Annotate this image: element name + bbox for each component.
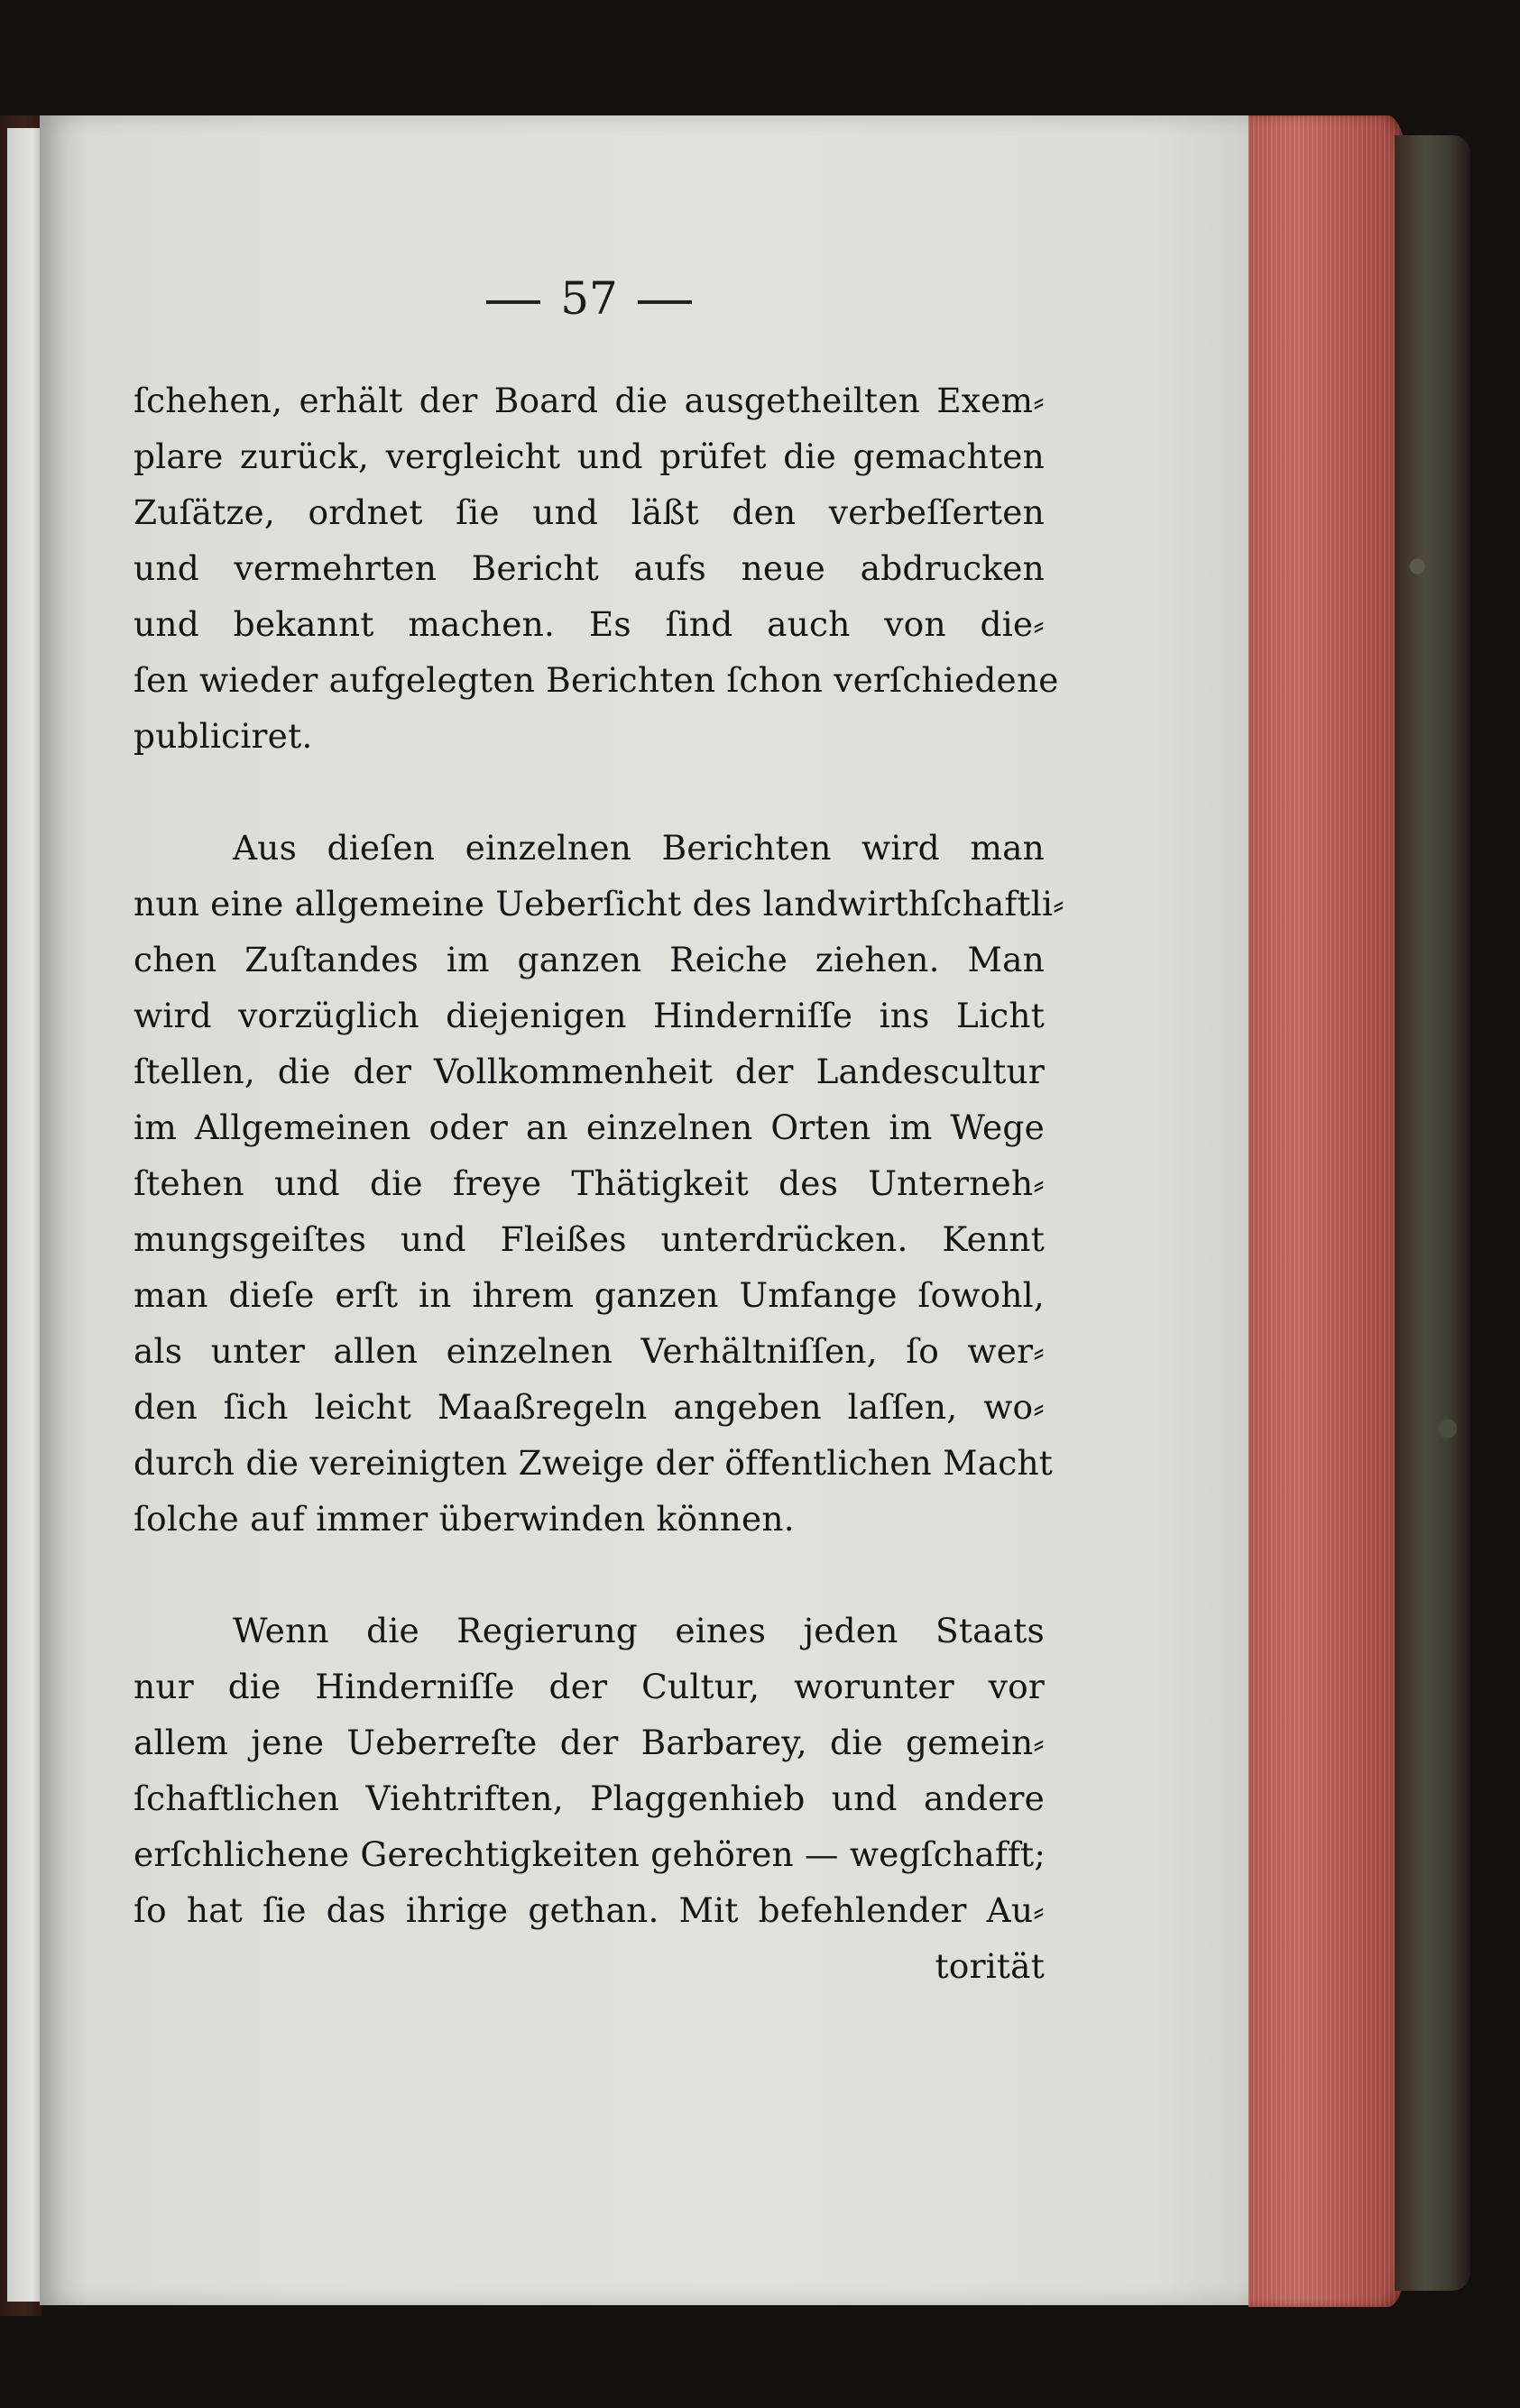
- text-line: ſolche auf immer überwinden können.: [134, 1499, 795, 1539]
- text-line: erſchlichene Gerechtigkeiten gehören — wegſchafft;: [134, 1834, 1046, 1874]
- text-line: als unter allen einzelnen Verhältniſſen, ſo wer⸗: [134, 1331, 1045, 1371]
- text-line: durch die vereinigten Zweige der öffentlichen Macht: [134, 1443, 1054, 1483]
- text-line: mungsgeiſtes und Fleißes unterdrücken. Kennt: [134, 1219, 1045, 1259]
- text-line: und vermehrten Bericht aufs neue abdrucken: [134, 548, 1045, 588]
- text-line: ſtehen und die freye Thätigkeit des Unterneh⸗: [134, 1163, 1045, 1203]
- text-line: ſchehen, erhält der Board die ausgetheilten Exem⸗: [134, 381, 1045, 420]
- red-page-edges: [1248, 115, 1407, 2307]
- page-number-header: [134, 267, 1045, 330]
- left-page-edge: [7, 128, 43, 2302]
- catchword: torität: [935, 1946, 1045, 1986]
- page-number: 57: [560, 272, 618, 325]
- text-line: nur die Hinderniſſe der Cultur, worunter vor: [134, 1667, 1045, 1706]
- text-line: plare zurück, vergleicht und prüfet die gemachten: [134, 437, 1045, 476]
- text-line: chen Zuſtandes im ganzen Reiche ziehen. Man: [134, 940, 1045, 979]
- text-line: ſen wieder aufgelegten Berichten ſchon verſchiedene: [134, 660, 1059, 700]
- text-line: Wenn die Regierung eines jeden Staats: [233, 1611, 1045, 1650]
- text-line: Zuſätze, ordnet ſie und läßt den verbeſſerten: [134, 492, 1045, 532]
- text-line: nun eine allgemeine Ueberſicht des landwirthſchaftli⸗: [134, 884, 1064, 924]
- header-dash-left: [486, 300, 540, 304]
- text-line: allem jene Ueberreſte der Barbarey, die gemein⸗: [134, 1723, 1045, 1762]
- text-line: und bekannt machen. Es ſind auch von die⸗: [134, 604, 1045, 644]
- text-line: wird vorzüglich diejenigen Hinderniſſe ins Licht: [134, 996, 1045, 1035]
- text-line: ſtellen, die der Vollkommenheit der Landescultur: [134, 1052, 1045, 1091]
- text-line: im Allgemeinen oder an einzelnen Orten im Wege: [134, 1107, 1045, 1147]
- book-cover-right: [1395, 135, 1470, 2291]
- text-line: den ſich leicht Maaßregeln angeben laſſen, wo⸗: [134, 1387, 1045, 1427]
- text-line: man dieſe erſt in ihrem ganzen Umfange ſowohl,: [134, 1275, 1045, 1315]
- header-dash-right: [638, 300, 692, 304]
- text-line: ſchaftlichen Viehtriften, Plaggenhieb und andere: [134, 1778, 1045, 1818]
- text-line: ſo hat ſie das ihrige gethan. Mit befehlender Au⸗: [134, 1890, 1045, 1930]
- text-line: publiciret.: [134, 716, 313, 756]
- text-line: Aus dieſen einzelnen Berichten wird man: [233, 828, 1045, 868]
